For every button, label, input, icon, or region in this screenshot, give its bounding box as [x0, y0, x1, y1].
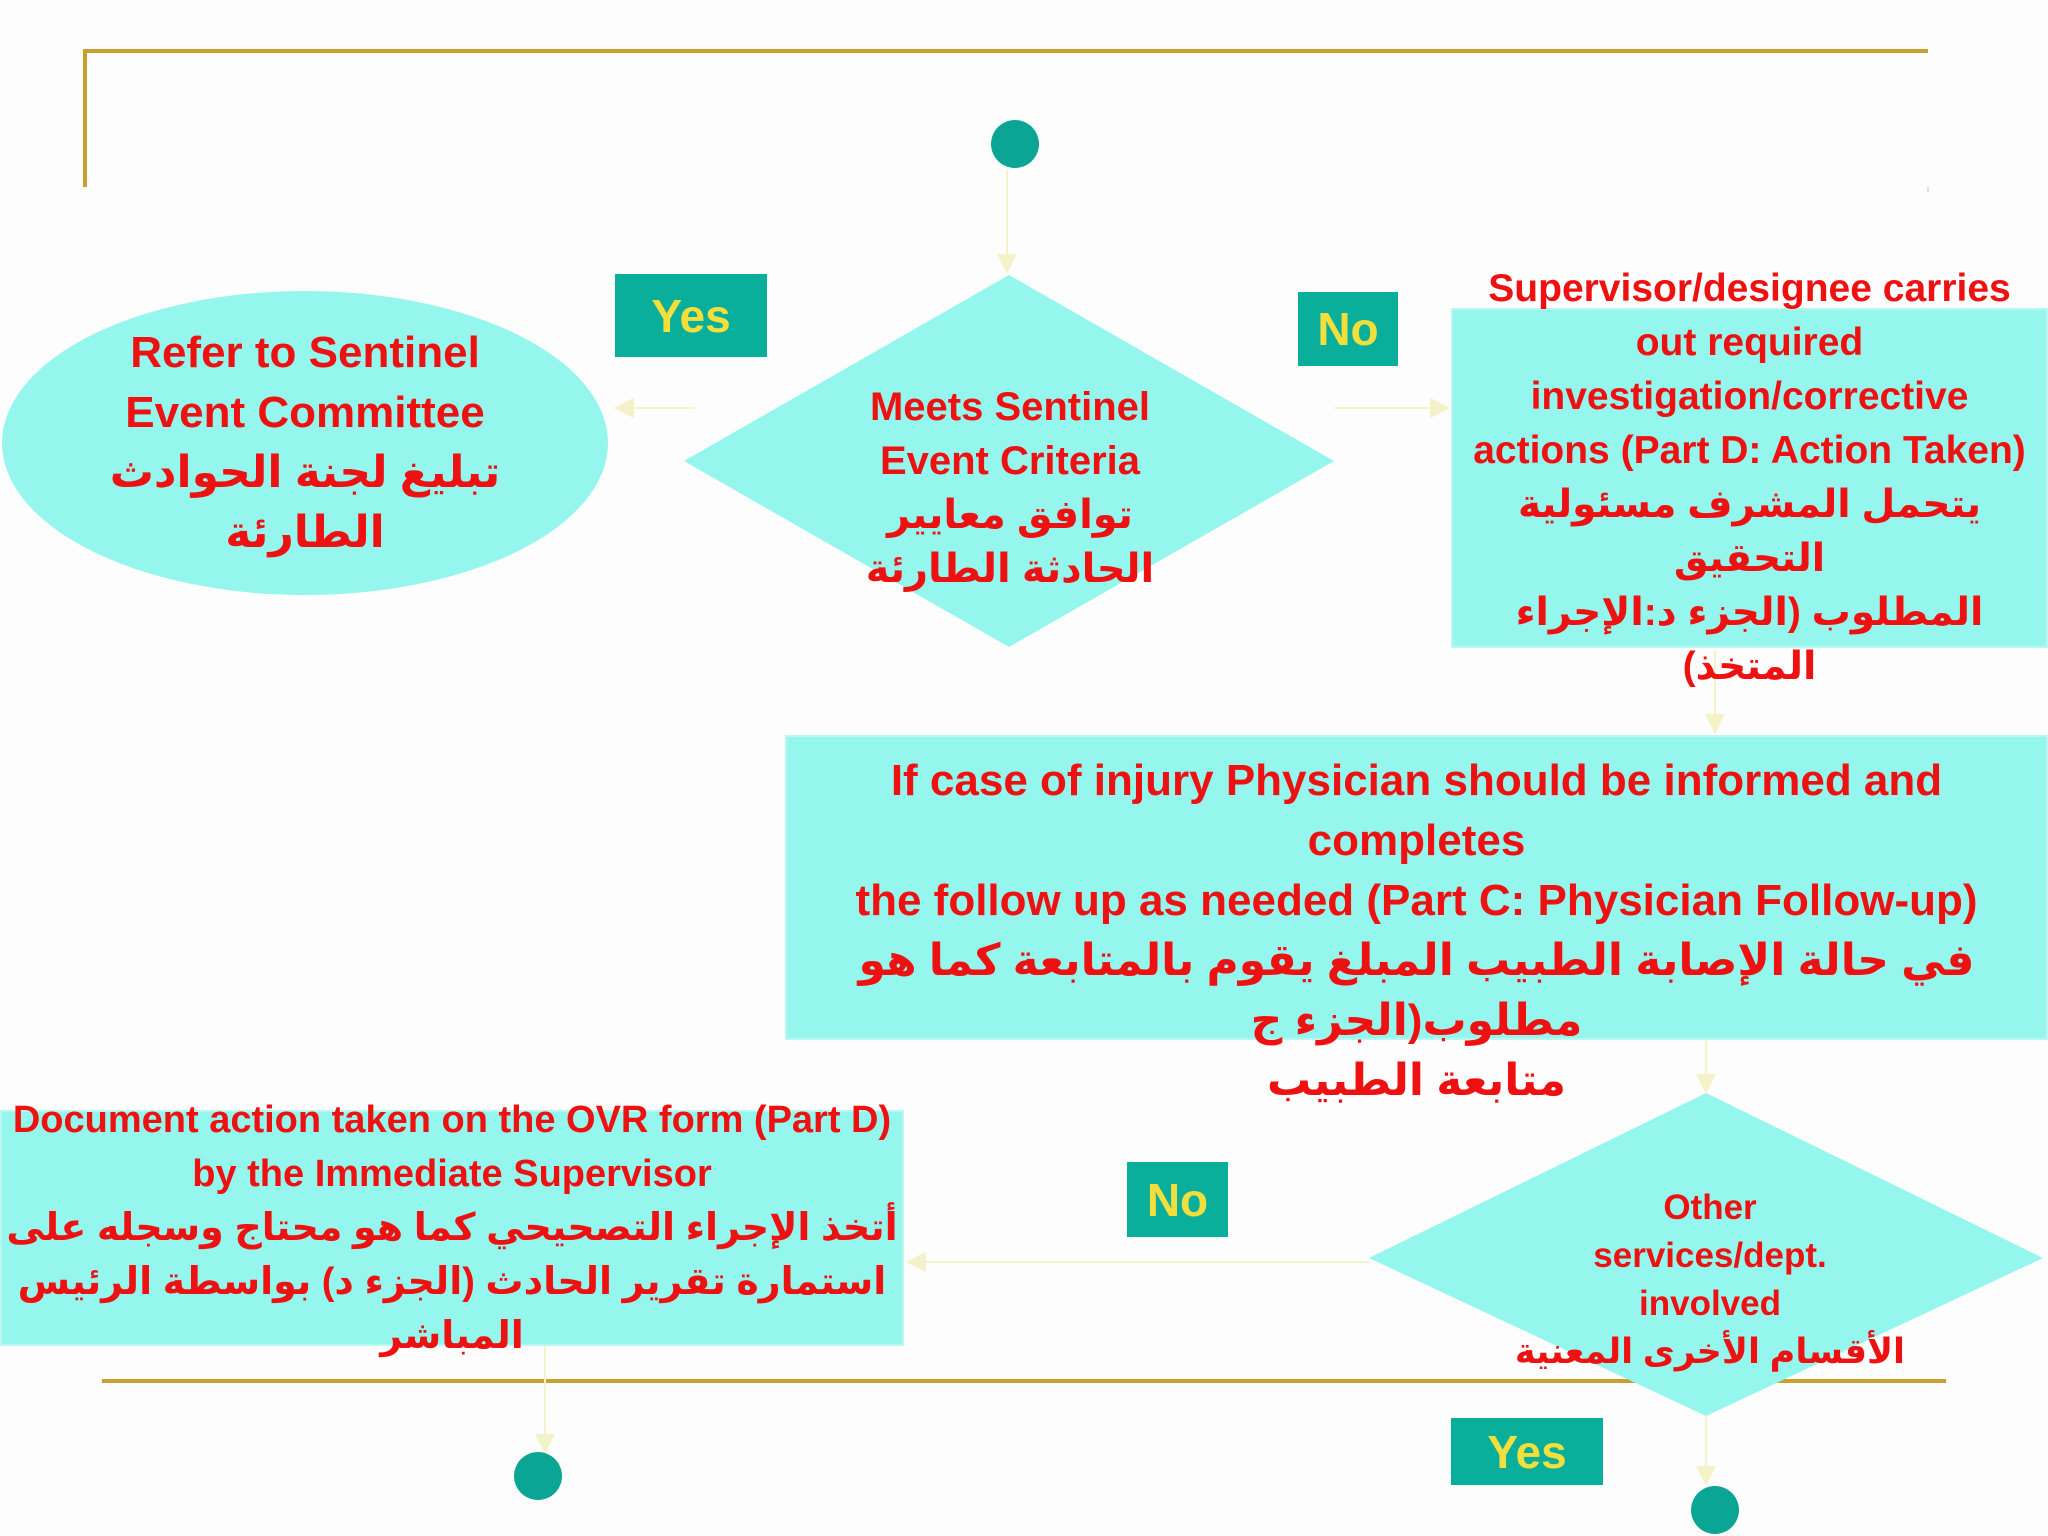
- physician-en-line2: the follow up as needed (Part C: Physician Follow-up): [855, 876, 1978, 925]
- refer-en-line2: Event Committee: [125, 388, 485, 437]
- refer-ar-line1: تبليغ لجنة الحوادث: [109, 448, 501, 497]
- supervisor-en-line4: actions (Part D: Action Taken): [1473, 429, 2026, 472]
- yes-label-top: Yes: [615, 274, 767, 357]
- supervisor-ar-line1: يتحمل المشرف مسئولية التحقيق: [1517, 483, 1982, 580]
- physician-ar-line1: في حالة الإصابة الطبيب المبلغ يقوم بالمتابعة كما هو مطلوب(الجزء ج: [858, 936, 1975, 1045]
- refer-sentinel-committee-node: [2, 291, 608, 595]
- decision1-ar-line2: الحادثة الطارئة: [865, 547, 1155, 591]
- supervisor-en-line2: out required: [1635, 321, 1864, 364]
- refer-en-line1: Refer to Sentinel: [130, 328, 480, 377]
- decision2-ar-line1: الأقسام الأخرى المعنية: [1514, 1332, 1906, 1371]
- supervisor-en-line3: investigation/corrective: [1530, 375, 1969, 418]
- end-terminal-left: [514, 1452, 562, 1500]
- document-ar-line2: استمارة تقرير الحادث (الجزء د) بواسطة الرئيس المباشر: [17, 1261, 887, 1357]
- supervisor-ar-line2: المطلوب (الجزء د:الإجراء المتخذ): [1515, 591, 1984, 688]
- decision2-en-line1: Other: [1663, 1188, 1757, 1227]
- supervisor-action-node: [1451, 267, 2048, 688]
- document-ovr-node: [0, 1099, 904, 1357]
- decision-sentinel-text: [790, 378, 1230, 598]
- decision1-en-line1: Meets Sentinel: [869, 385, 1151, 429]
- document-en-line1: Document action taken on the OVR form (Part D): [12, 1099, 892, 1141]
- document-ar-line1: أتخذ الإجراء التصحيحي كما هو محتاج وسجله على: [6, 1207, 898, 1249]
- physician-en-line1: If case of injury Physician should be informed and completes: [890, 756, 1943, 865]
- decision2-en-line3: involved: [1639, 1284, 1781, 1323]
- document-en-line2: by the Immediate Supervisor: [192, 1153, 712, 1195]
- no-label-top: No: [1298, 292, 1398, 366]
- physician-ar-line2: متابعة الطبيب: [1267, 1056, 1566, 1105]
- end-terminal-right: [1691, 1486, 1739, 1534]
- refer-ar-line2: الطارئة: [225, 508, 385, 557]
- supervisor-en-line1: Supervisor/designee carries: [1488, 267, 2011, 310]
- physician-follow-up-node: [785, 735, 2048, 1105]
- decision-other-dept-text: [1500, 1180, 1920, 1380]
- decision2-en-line2: services/dept.: [1593, 1236, 1827, 1275]
- start-terminal: [991, 120, 1039, 168]
- decision1-en-line2: Event Criteria: [879, 439, 1141, 483]
- yes-label-bottom: Yes: [1451, 1418, 1603, 1485]
- no-label-bottom: No: [1127, 1162, 1228, 1237]
- decision1-ar-line1: توافق معايير: [887, 493, 1133, 537]
